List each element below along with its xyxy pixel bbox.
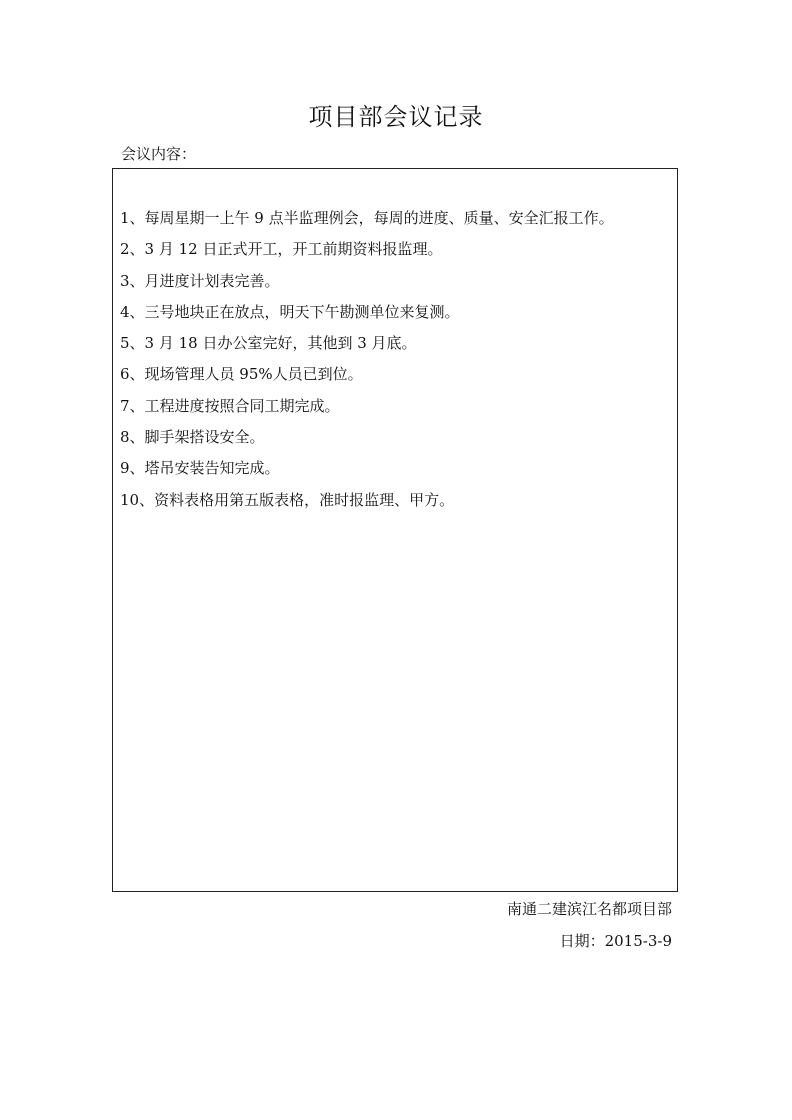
meeting-item-10: 10、资料表格用第五版表格，准时报监理、甲方。 [120,490,455,509]
meeting-item-5: 5、3 月 18 日办公室完好，其他到 3 月底。 [120,334,417,353]
meeting-content-box [112,168,678,892]
meeting-item-2: 2、3 月 12 日正式开工，开工前期资料报监理。 [120,240,443,259]
footer-organization: 南通二建滨江名都项目部 [506,900,672,918]
document-title: 项目部会议记录 [308,103,484,131]
meeting-item-4: 4、三号地块正在放点，明天下午勘测单位来复测。 [120,302,460,321]
meeting-items-list [120,205,671,518]
meeting-item-1: 1、每周星期一上午 9 点半监理例会，每周的进度、质量、安全汇报工作。 [120,209,614,227]
meeting-item-6: 6、现场管理人员 95%人员已到位。 [120,365,363,384]
meeting-item-8: 8、脚手架搭设安全。 [120,428,265,447]
meeting-item-9: 9、塔吊安装告知完成。 [120,459,280,478]
footer-date: 日期：2015-3-9 [559,932,672,950]
meeting-item-3: 3、月进度计划表完善。 [120,271,280,290]
meeting-content-label: 会议内容： [121,145,197,163]
meeting-item-7: 7、工程进度按照合同工期完成。 [120,396,340,415]
